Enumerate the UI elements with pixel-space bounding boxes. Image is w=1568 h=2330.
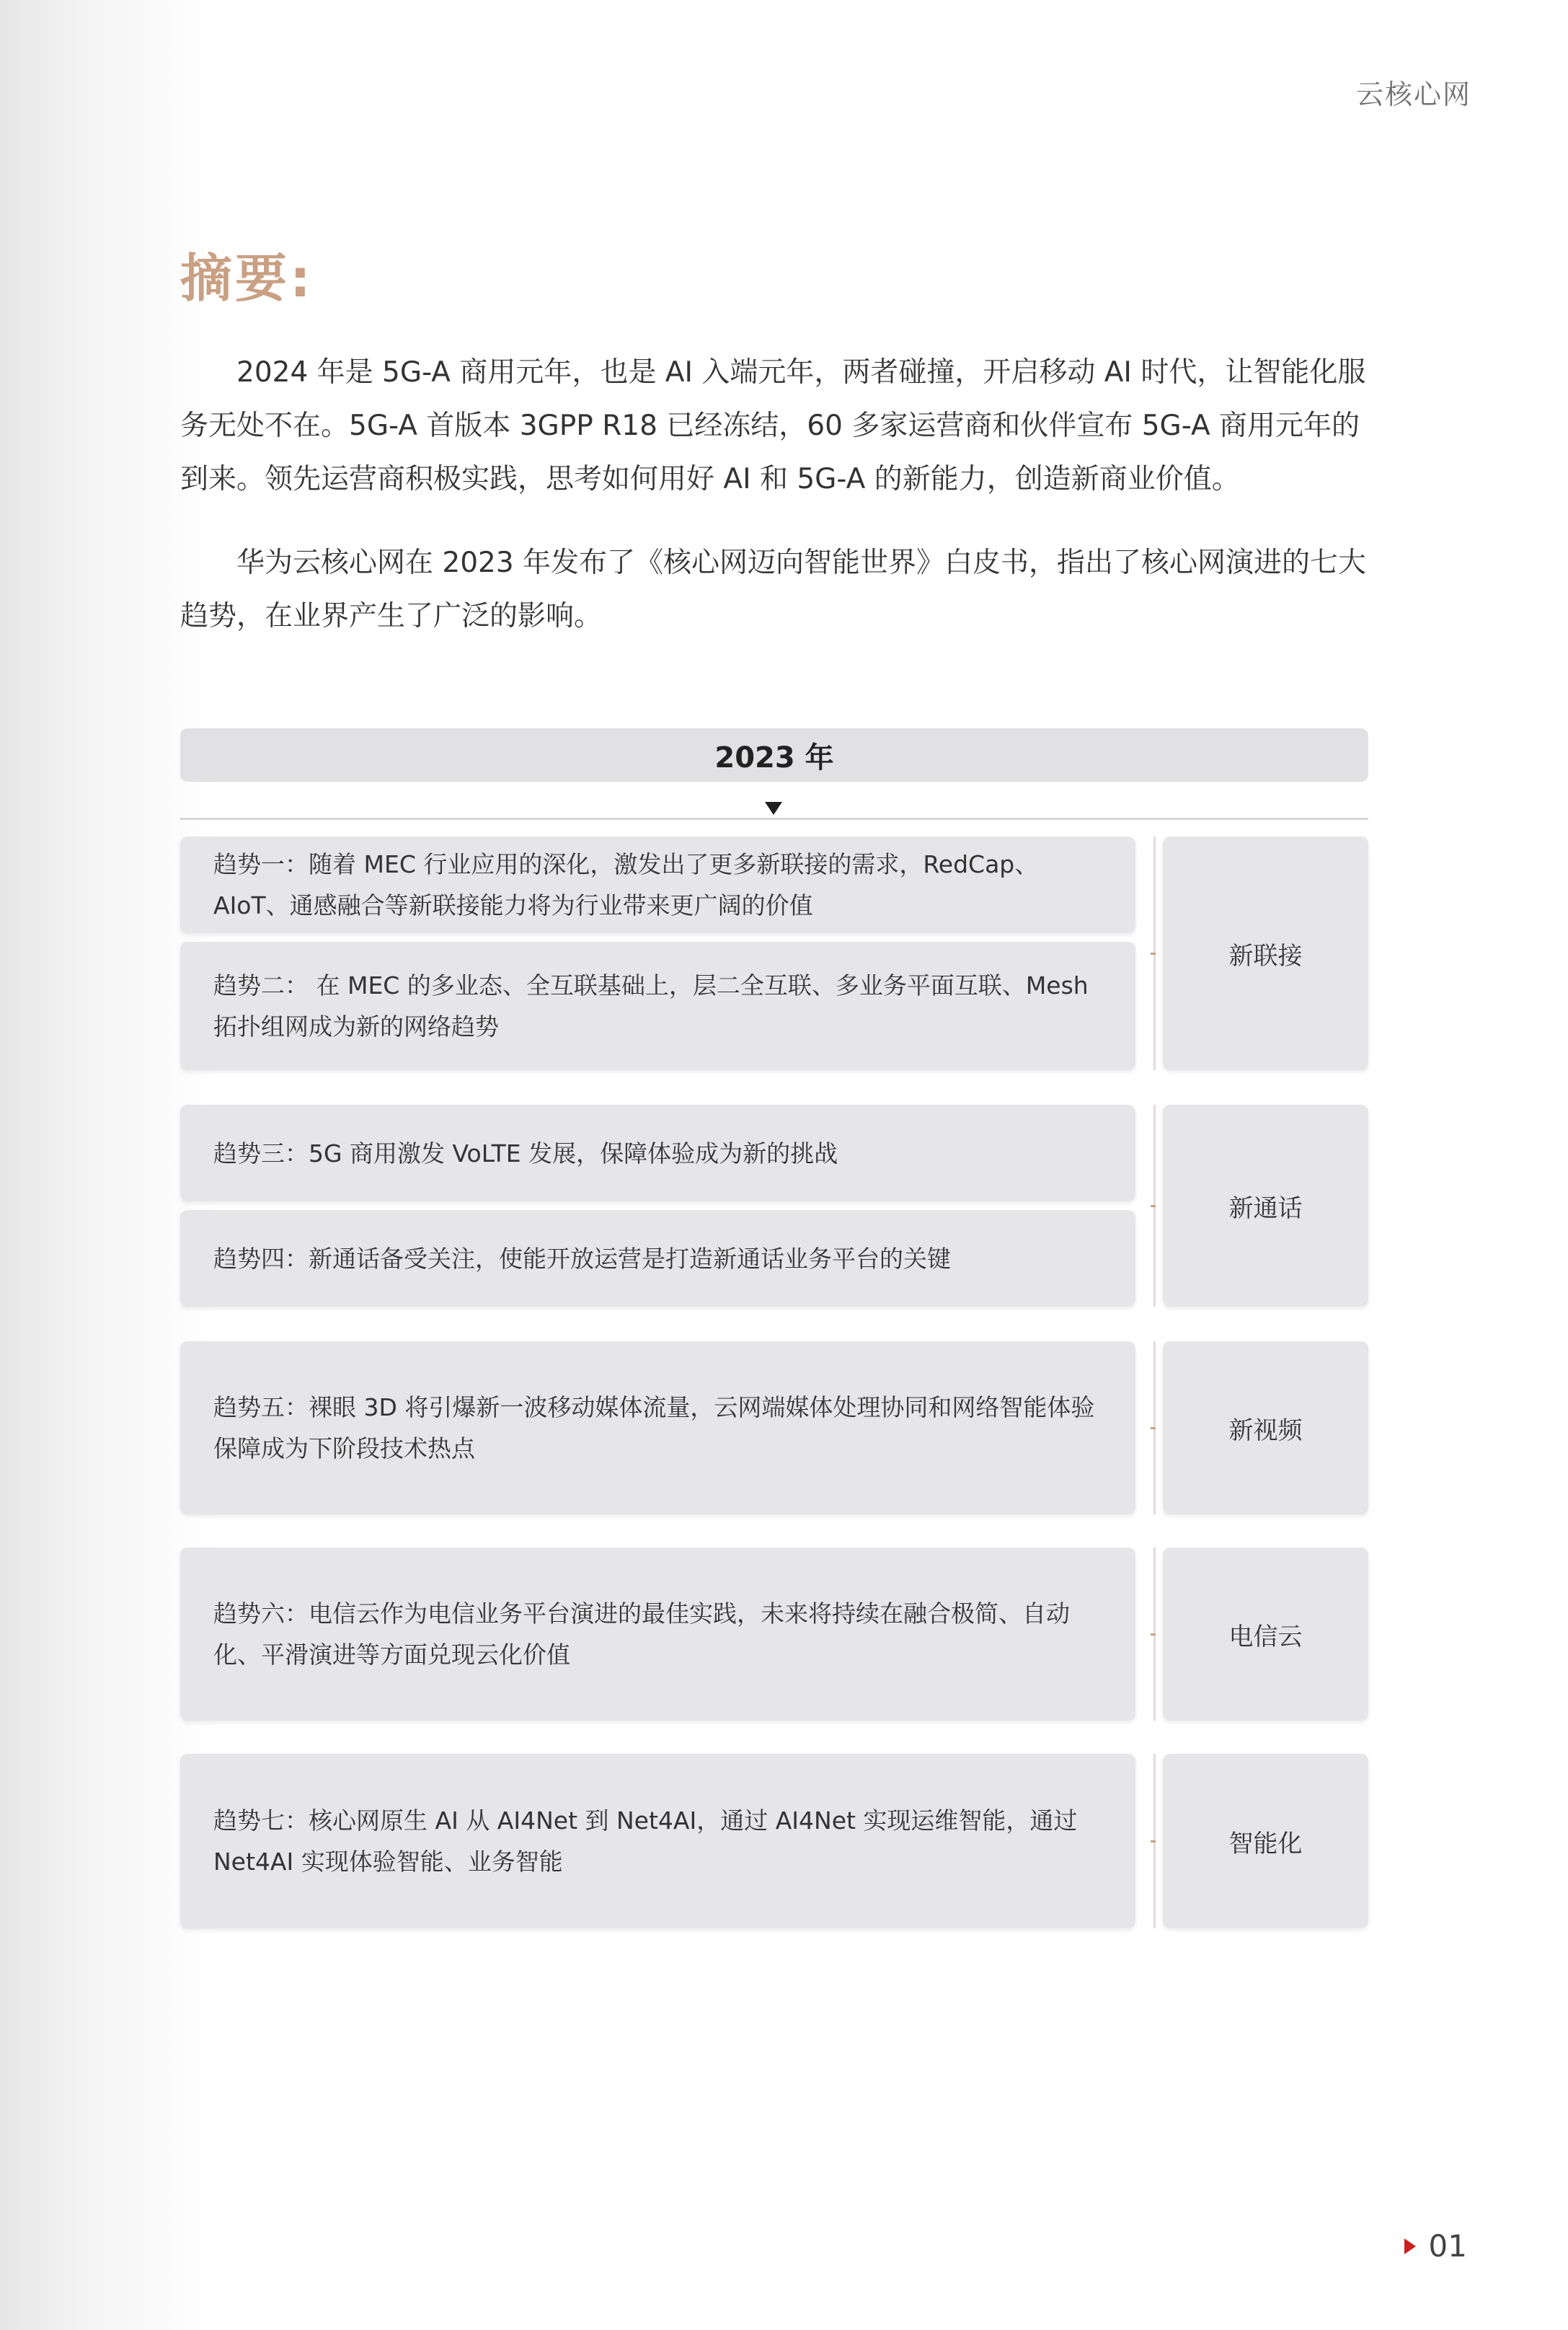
year-label: 2023 年 xyxy=(714,741,834,775)
trend-card-2 xyxy=(180,942,1135,1070)
trend-card-7 xyxy=(180,1754,1135,1928)
category-label: 智能化 xyxy=(1228,1829,1303,1858)
category-card-5 xyxy=(1163,1754,1368,1928)
trend-text: 趋势一：随着 MEC 行业应用的深化，激发出了更多新联接的需求，RedCap、AIoT、通感融合等新联接能力将为行业带来更广阔的价值 xyxy=(213,850,1039,919)
down-arrow-icon xyxy=(765,802,782,815)
category-card-4 xyxy=(1163,1548,1368,1721)
connector-dot xyxy=(1151,1633,1156,1636)
header-title: 云核心网 xyxy=(1355,79,1471,110)
trend-text: 趋势五：裸眼 3D 将引爆新一波移动媒体流量，云网端媒体处理协同和网络智能体验保障成为下阶段技术热点 xyxy=(213,1393,1095,1462)
triangle-marker-icon xyxy=(1404,2238,1416,2254)
trend-card-3 xyxy=(180,1105,1135,1201)
category-label: 新联接 xyxy=(1228,941,1303,971)
page-number xyxy=(1404,2228,1467,2264)
section-title: 摘要: xyxy=(180,248,314,309)
category-card-3 xyxy=(1163,1341,1368,1514)
category-label: 电信云 xyxy=(1228,1622,1303,1651)
trend-card-4 xyxy=(180,1210,1135,1307)
trend-text: 趋势二： 在 MEC 的多业态、全互联基础上，层二全互联、多业务平面互联、Mesh 拓扑组网成为新的网络趋势 xyxy=(213,971,1089,1041)
trend-card-5 xyxy=(180,1341,1135,1514)
trend-text: 趋势四：新通话备受关注，使能开放运营是打造新通话业务平台的关键 xyxy=(213,1244,951,1273)
year-banner xyxy=(180,728,1368,782)
divider xyxy=(180,818,1368,820)
trend-text: 趋势三：5G 商用激发 VoLTE 发展，保障体验成为新的挑战 xyxy=(213,1139,838,1168)
connector-dot xyxy=(1151,1205,1156,1207)
category-label: 新视频 xyxy=(1228,1416,1303,1445)
connector-dot xyxy=(1151,953,1156,955)
category-card-1 xyxy=(1163,837,1368,1070)
trend-card-1 xyxy=(180,837,1135,933)
trend-card-6 xyxy=(180,1548,1135,1721)
trend-text: 趋势六：电信云作为电信业务平台演进的最佳实践，未来将持续在融合极简、自动化、平滑演进等方面兑现云化价值 xyxy=(213,1599,1070,1669)
category-label: 新通话 xyxy=(1228,1193,1303,1223)
summary-paragraph: 2024 年是 5G-A 商用元年，也是 AI 入端元年，两者碰撞，开启移动 AI 时代，让智能化服务无处不在。5G-A 首版本 3GPP R18 已经冻结，60 多家运营商和伙伴宣布 5G-A 商用元年的到来。领先运营商积极实践，思考如何用好 AI 和 5G-A 的新能力，创造新商业价值。 xyxy=(180,356,1366,495)
category-card-2 xyxy=(1163,1105,1368,1307)
connector-dot xyxy=(1151,1427,1156,1429)
trend-text: 趋势七：核心网原生 AI 从 AI4Net 到 Net4AI，通过 AI4Net 实现运维智能，通过 Net4AI 实现体验智能、业务智能 xyxy=(213,1806,1078,1876)
connector-dot xyxy=(1151,1840,1156,1843)
page-number-text: 01 xyxy=(1428,2228,1467,2264)
summary-paragraph: 华为云核心网在 2023 年发布了《核心网迈向智能世界》白皮书，指出了核心网演进的七大趋势，在业界产生了广泛的影响。 xyxy=(180,547,1367,632)
